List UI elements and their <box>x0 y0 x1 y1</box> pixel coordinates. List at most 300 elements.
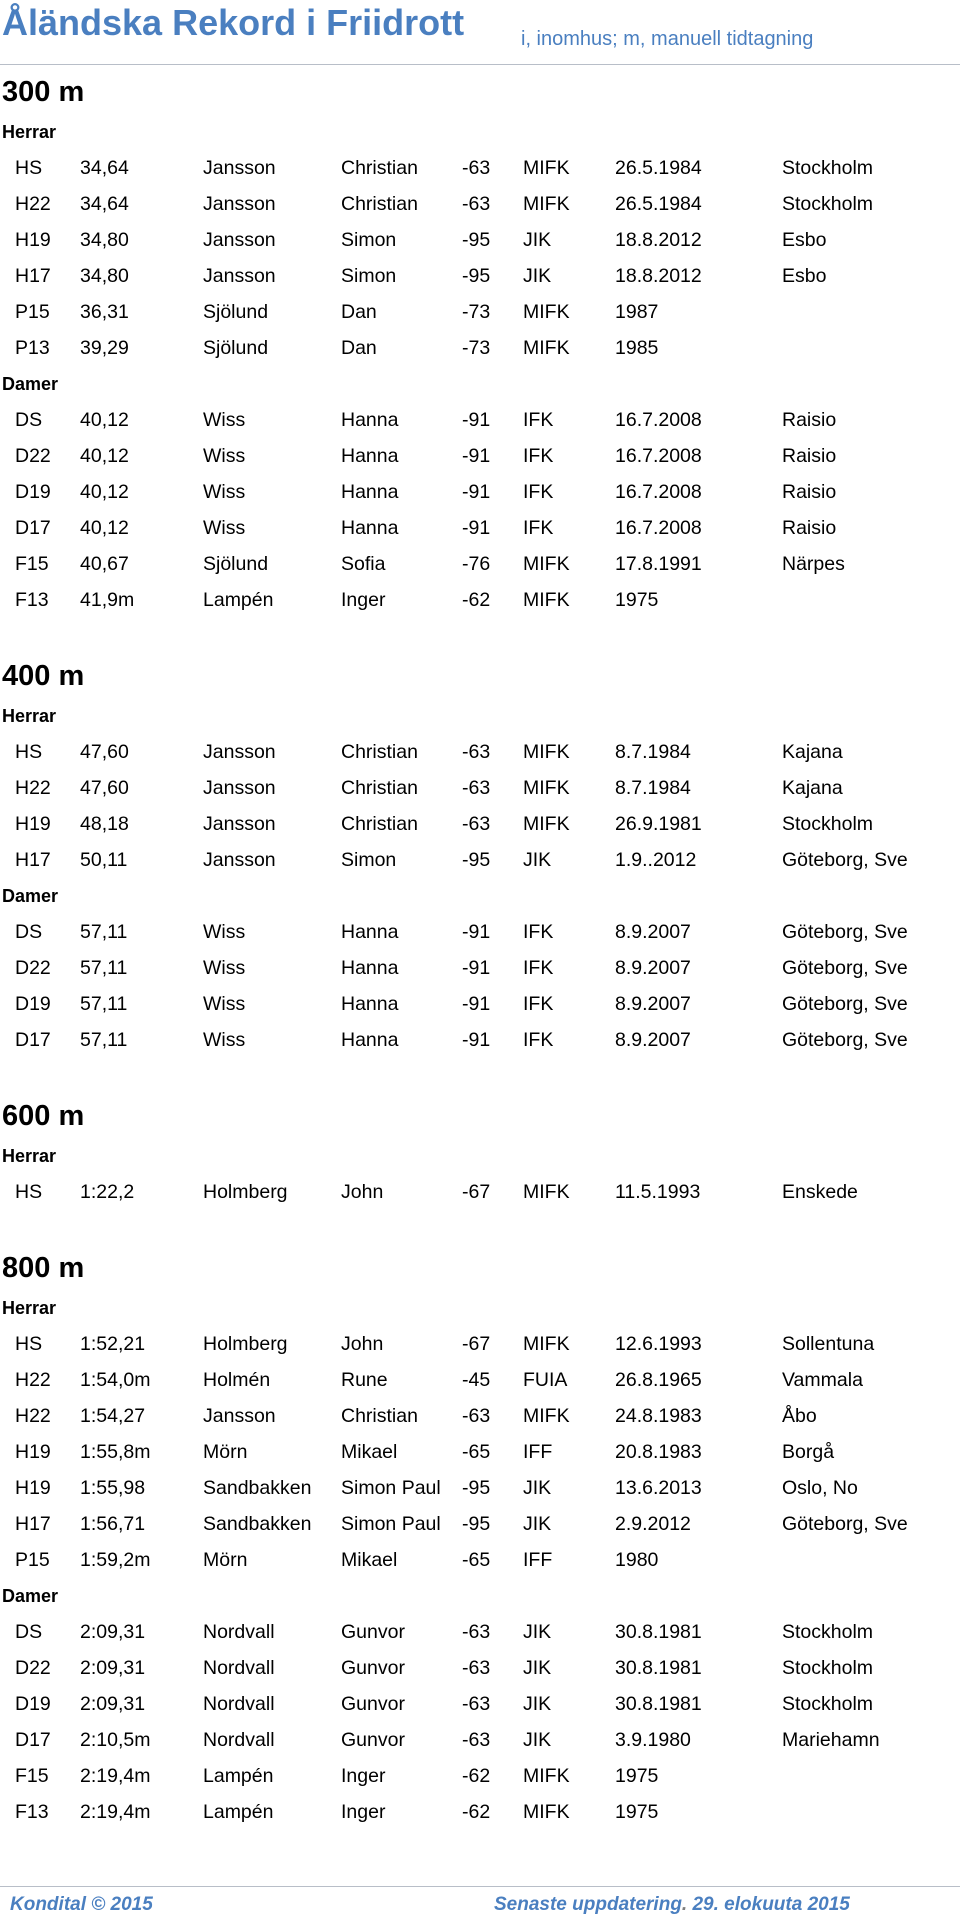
cell-class: HS <box>15 1333 43 1355</box>
cell-class: P15 <box>15 1549 50 1571</box>
cell-surname: Wiss <box>203 445 246 467</box>
cell-class: H19 <box>15 1477 51 1499</box>
cell-club: MIFK <box>523 337 570 359</box>
cell-club: IFK <box>523 517 554 539</box>
cell-class: H17 <box>15 849 51 871</box>
cell-class: D22 <box>15 445 51 467</box>
cell-date: 16.7.2008 <box>615 409 702 431</box>
cell-born: -63 <box>462 193 491 215</box>
cell-result: 57,11 <box>80 921 128 943</box>
cell-venue: Kajana <box>782 777 843 799</box>
cell-date: 8.9.2007 <box>615 993 691 1015</box>
record-row <box>0 186 960 222</box>
cell-date: 1980 <box>615 1549 659 1571</box>
cell-born: -67 <box>462 1333 491 1355</box>
cell-club: JIK <box>523 265 552 287</box>
cell-club: MIFK <box>523 1801 570 1823</box>
cell-result: 2:10,5m <box>80 1729 151 1751</box>
cell-firstname: Hanna <box>341 957 399 979</box>
event-title: 400 m <box>2 660 85 692</box>
cell-born: -91 <box>462 409 491 431</box>
cell-surname: Lampén <box>203 1801 274 1823</box>
record-row <box>0 258 960 294</box>
record-row <box>0 914 960 950</box>
cell-surname: Sjölund <box>203 553 269 575</box>
cell-class: D22 <box>15 1657 51 1679</box>
cell-firstname: Hanna <box>341 481 399 503</box>
group-label: Herrar <box>2 1146 57 1166</box>
cell-result: 34,80 <box>80 229 129 251</box>
cell-class: H19 <box>15 1441 51 1463</box>
cell-venue: Stockholm <box>782 813 874 835</box>
record-row <box>0 1326 960 1362</box>
cell-born: -95 <box>462 1513 491 1535</box>
cell-firstname: John <box>341 1181 384 1203</box>
cell-club: IFK <box>523 409 554 431</box>
cell-club: JIK <box>523 1657 552 1679</box>
cell-club: MIFK <box>523 157 570 179</box>
cell-class: D17 <box>15 1029 51 1051</box>
group-label: Herrar <box>2 1298 57 1318</box>
event-section <box>0 70 960 618</box>
cell-born: -95 <box>462 849 491 871</box>
record-row <box>0 1398 960 1434</box>
cell-born: -91 <box>462 517 491 539</box>
page-title: Åländska Rekord i Friidrott <box>2 2 465 43</box>
record-row <box>0 474 960 510</box>
cell-date: 1975 <box>615 1765 659 1787</box>
record-row <box>0 150 960 186</box>
cell-born: -63 <box>462 1405 491 1427</box>
cell-result: 40,12 <box>80 409 129 431</box>
cell-venue: Vammala <box>782 1369 863 1391</box>
cell-venue: Raisio <box>782 517 837 539</box>
cell-class: H22 <box>15 777 51 799</box>
cell-class: D19 <box>15 993 51 1015</box>
cell-club: IFK <box>523 921 554 943</box>
cell-born: -63 <box>462 1621 491 1643</box>
cell-firstname: Hanna <box>341 993 399 1015</box>
cell-venue: Borgå <box>782 1441 835 1463</box>
cell-venue: Raisio <box>782 481 837 503</box>
cell-surname: Wiss <box>203 993 246 1015</box>
cell-firstname: Simon Paul <box>341 1513 441 1535</box>
cell-club: IFK <box>523 445 554 467</box>
event-title: 300 m <box>2 76 85 108</box>
cell-club: IFF <box>523 1549 553 1571</box>
record-row <box>0 510 960 546</box>
cell-born: -62 <box>462 1801 491 1823</box>
page-footer <box>0 1886 960 1921</box>
cell-firstname: Dan <box>341 337 377 359</box>
event-section <box>0 1094 960 1210</box>
cell-result: 2:09,31 <box>80 1657 146 1679</box>
cell-born: -73 <box>462 301 491 323</box>
cell-firstname: Inger <box>341 1801 386 1823</box>
record-row <box>0 950 960 986</box>
cell-result: 34,64 <box>80 193 129 215</box>
cell-club: MIFK <box>523 1405 570 1427</box>
cell-club: IFF <box>523 1441 553 1463</box>
cell-firstname: Gunvor <box>341 1621 405 1643</box>
cell-born: -65 <box>462 1549 491 1571</box>
cell-result: 1:55,98 <box>80 1477 146 1499</box>
cell-club: MIFK <box>523 589 570 611</box>
cell-date: 1975 <box>615 589 659 611</box>
cell-result: 1:54,0m <box>80 1369 151 1391</box>
group-label: Damer <box>2 374 59 394</box>
cell-result: 34,80 <box>80 265 129 287</box>
cell-result: 1:54,27 <box>80 1405 146 1427</box>
record-row <box>0 438 960 474</box>
cell-venue: Närpes <box>782 553 845 575</box>
cell-firstname: Hanna <box>341 517 399 539</box>
record-row <box>0 1794 960 1830</box>
record-row <box>0 1470 960 1506</box>
cell-date: 26.9.1981 <box>615 813 702 835</box>
record-row <box>0 842 960 878</box>
cell-surname: Nordvall <box>203 1657 275 1679</box>
cell-result: 40,67 <box>80 553 129 575</box>
page-subtitle: i, inomhus; m, manuell tidtagning <box>521 28 814 50</box>
group-label: Herrar <box>2 122 57 142</box>
cell-result: 1:22,2 <box>80 1181 135 1203</box>
cell-result: 57,11 <box>80 993 128 1015</box>
cell-date: 30.8.1981 <box>615 1621 702 1643</box>
cell-class: HS <box>15 1181 43 1203</box>
cell-firstname: Hanna <box>341 921 399 943</box>
event-title: 600 m <box>2 1100 85 1132</box>
cell-class: H19 <box>15 229 51 251</box>
cell-surname: Jansson <box>203 157 276 179</box>
cell-club: IFK <box>523 481 554 503</box>
cell-date: 1985 <box>615 337 659 359</box>
cell-firstname: Hanna <box>341 409 399 431</box>
cell-surname: Mörn <box>203 1441 248 1463</box>
cell-result: 2:09,31 <box>80 1621 146 1643</box>
group-label: Damer <box>2 886 59 906</box>
cell-born: -63 <box>462 1657 491 1679</box>
cell-firstname: Christian <box>341 157 418 179</box>
cell-date: 16.7.2008 <box>615 517 702 539</box>
cell-venue: Stockholm <box>782 193 874 215</box>
record-row <box>0 1542 960 1578</box>
cell-date: 8.9.2007 <box>615 921 691 943</box>
cell-date: 13.6.2013 <box>615 1477 702 1499</box>
cell-firstname: Gunvor <box>341 1693 405 1715</box>
footer-copyright: Kondital © 2015 <box>10 1894 153 1915</box>
cell-club: JIK <box>523 1693 552 1715</box>
cell-venue: Raisio <box>782 445 837 467</box>
cell-date: 8.7.1984 <box>615 741 691 763</box>
cell-club: FUIA <box>523 1369 568 1391</box>
cell-surname: Wiss <box>203 957 246 979</box>
cell-club: IFK <box>523 957 554 979</box>
cell-surname: Jansson <box>203 229 276 251</box>
cell-firstname: Rune <box>341 1369 388 1391</box>
cell-club: MIFK <box>523 301 570 323</box>
cell-born: -91 <box>462 993 491 1015</box>
cell-venue: Stockholm <box>782 157 874 179</box>
cell-surname: Jansson <box>203 1405 276 1427</box>
record-row <box>0 222 960 258</box>
cell-venue: Esbo <box>782 229 827 251</box>
cell-born: -91 <box>462 445 491 467</box>
cell-firstname: Christian <box>341 741 418 763</box>
event-title: 800 m <box>2 1252 85 1284</box>
cell-date: 16.7.2008 <box>615 445 702 467</box>
cell-club: IFK <box>523 1029 554 1051</box>
cell-surname: Sjölund <box>203 337 269 359</box>
cell-result: 57,11 <box>80 957 128 979</box>
record-row <box>0 770 960 806</box>
cell-firstname: Simon <box>341 849 397 871</box>
cell-date: 20.8.1983 <box>615 1441 702 1463</box>
footer-updated-label: Senaste uppdatering <box>494 1894 682 1915</box>
cell-born: -76 <box>462 553 491 575</box>
cell-surname: Holmberg <box>203 1333 288 1355</box>
cell-class: D22 <box>15 957 51 979</box>
record-row <box>0 806 960 842</box>
record-row <box>0 1506 960 1542</box>
record-row <box>0 1722 960 1758</box>
cell-club: JIK <box>523 1621 552 1643</box>
event-section <box>0 1246 960 1830</box>
cell-club: JIK <box>523 849 552 871</box>
cell-class: HS <box>15 157 43 179</box>
cell-surname: Jansson <box>203 849 276 871</box>
cell-firstname: Gunvor <box>341 1729 405 1751</box>
cell-venue: Stockholm <box>782 1693 874 1715</box>
cell-date: 26.5.1984 <box>615 157 702 179</box>
cell-firstname: Mikael <box>341 1549 398 1571</box>
cell-club: JIK <box>523 1513 552 1535</box>
cell-firstname: Gunvor <box>341 1657 405 1679</box>
cell-venue: Göteborg, Sve <box>782 849 908 871</box>
cell-date: 16.7.2008 <box>615 481 702 503</box>
cell-class: HS <box>15 741 43 763</box>
cell-venue: Sollentuna <box>782 1333 875 1355</box>
cell-venue: Åbo <box>782 1405 817 1427</box>
cell-result: 1:52,21 <box>80 1333 146 1355</box>
footer-updated <box>494 1894 850 1916</box>
record-row <box>0 1022 960 1058</box>
cell-class: H17 <box>15 265 51 287</box>
cell-born: -45 <box>462 1369 491 1391</box>
cell-born: -63 <box>462 777 491 799</box>
cell-surname: Jansson <box>203 265 276 287</box>
cell-surname: Holmén <box>203 1369 271 1391</box>
cell-class: D19 <box>15 481 51 503</box>
cell-class: DS <box>15 1621 43 1643</box>
cell-class: H19 <box>15 813 51 835</box>
cell-venue: Mariehamn <box>782 1729 880 1751</box>
cell-firstname: Inger <box>341 589 386 611</box>
cell-venue: Oslo, No <box>782 1477 858 1499</box>
cell-class: P13 <box>15 337 50 359</box>
cell-venue: Stockholm <box>782 1657 874 1679</box>
cell-firstname: Christian <box>341 813 418 835</box>
cell-result: 2:09,31 <box>80 1693 146 1715</box>
group-label: Herrar <box>2 706 57 726</box>
cell-born: -63 <box>462 1693 491 1715</box>
record-row <box>0 1174 960 1210</box>
cell-result: 1:56,71 <box>80 1513 146 1535</box>
cell-result: 36,31 <box>80 301 129 323</box>
record-row <box>0 986 960 1022</box>
cell-surname: Wiss <box>203 481 246 503</box>
cell-venue: Kajana <box>782 741 843 763</box>
footer-separator: . <box>681 1894 688 1915</box>
footer-updated-date: 29. elokuuta 2015 <box>687 1894 850 1915</box>
cell-venue: Stockholm <box>782 1621 874 1643</box>
cell-surname: Wiss <box>203 517 246 539</box>
cell-result: 48,18 <box>80 813 129 835</box>
cell-club: MIFK <box>523 777 570 799</box>
cell-born: -63 <box>462 157 491 179</box>
cell-club: JIK <box>523 1729 552 1751</box>
record-row <box>0 1758 960 1794</box>
cell-date: 26.5.1984 <box>615 193 702 215</box>
cell-date: 12.6.1993 <box>615 1333 702 1355</box>
record-row <box>0 1434 960 1470</box>
cell-club: MIFK <box>523 553 570 575</box>
cell-firstname: Inger <box>341 1765 386 1787</box>
event-section <box>0 654 960 1058</box>
cell-class: D17 <box>15 517 51 539</box>
record-row <box>0 402 960 438</box>
cell-result: 47,60 <box>80 741 129 763</box>
cell-date: 3.9.1980 <box>615 1729 691 1751</box>
cell-firstname: John <box>341 1333 384 1355</box>
cell-firstname: Christian <box>341 777 418 799</box>
cell-class: DS <box>15 409 43 431</box>
cell-firstname: Christian <box>341 1405 418 1427</box>
cell-club: MIFK <box>523 1333 570 1355</box>
cell-result: 47,60 <box>80 777 129 799</box>
cell-club: MIFK <box>523 813 570 835</box>
cell-born: -62 <box>462 1765 491 1787</box>
cell-born: -95 <box>462 1477 491 1499</box>
cell-firstname: Simon Paul <box>341 1477 441 1499</box>
cell-surname: Nordvall <box>203 1693 275 1715</box>
cell-result: 41,9m <box>80 589 135 611</box>
cell-surname: Mörn <box>203 1549 248 1571</box>
cell-firstname: Sofia <box>341 553 386 575</box>
cell-class: H17 <box>15 1513 51 1535</box>
cell-date: 1.9..2012 <box>615 849 697 871</box>
cell-result: 40,12 <box>80 445 129 467</box>
cell-venue: Göteborg, Sve <box>782 1513 908 1535</box>
cell-class: DS <box>15 921 43 943</box>
cell-class: D17 <box>15 1729 51 1751</box>
cell-born: -73 <box>462 337 491 359</box>
cell-venue: Esbo <box>782 265 827 287</box>
cell-club: MIFK <box>523 741 570 763</box>
cell-surname: Sjölund <box>203 301 269 323</box>
cell-result: 40,12 <box>80 481 129 503</box>
cell-surname: Lampén <box>203 589 274 611</box>
cell-club: IFK <box>523 993 554 1015</box>
cell-firstname: Mikael <box>341 1441 398 1463</box>
cell-class: F13 <box>15 1801 49 1823</box>
cell-date: 11.5.1993 <box>615 1181 701 1203</box>
record-row <box>0 330 960 366</box>
record-row <box>0 1686 960 1722</box>
cell-class: P15 <box>15 301 50 323</box>
cell-date: 18.8.2012 <box>615 265 702 287</box>
cell-venue: Enskede <box>782 1181 858 1203</box>
record-row <box>0 734 960 770</box>
cell-surname: Nordvall <box>203 1621 275 1643</box>
cell-date: 30.8.1981 <box>615 1657 702 1679</box>
cell-surname: Lampén <box>203 1765 274 1787</box>
cell-class: F15 <box>15 553 49 575</box>
cell-date: 8.9.2007 <box>615 1029 691 1051</box>
record-row <box>0 294 960 330</box>
cell-firstname: Dan <box>341 301 377 323</box>
records-content <box>0 70 960 1830</box>
cell-surname: Jansson <box>203 813 276 835</box>
cell-surname: Wiss <box>203 921 246 943</box>
cell-result: 1:55,8m <box>80 1441 151 1463</box>
cell-surname: Nordvall <box>203 1729 275 1751</box>
cell-class: F13 <box>15 589 49 611</box>
cell-result: 57,11 <box>80 1029 128 1051</box>
record-row <box>0 546 960 582</box>
cell-surname: Jansson <box>203 741 276 763</box>
cell-firstname: Hanna <box>341 1029 399 1051</box>
cell-venue: Göteborg, Sve <box>782 993 908 1015</box>
cell-venue: Raisio <box>782 409 837 431</box>
cell-born: -63 <box>462 813 491 835</box>
record-row <box>0 1614 960 1650</box>
cell-born: -91 <box>462 481 491 503</box>
cell-date: 2.9.2012 <box>615 1513 691 1535</box>
cell-surname: Sandbakken <box>203 1477 312 1499</box>
cell-result: 1:59,2m <box>80 1549 151 1571</box>
cell-club: JIK <box>523 1477 552 1499</box>
cell-born: -62 <box>462 589 491 611</box>
cell-result: 2:19,4m <box>80 1765 151 1787</box>
cell-date: 8.9.2007 <box>615 957 691 979</box>
cell-born: -91 <box>462 1029 491 1051</box>
cell-class: F15 <box>15 1765 49 1787</box>
cell-surname: Sandbakken <box>203 1513 312 1535</box>
cell-result: 40,12 <box>80 517 129 539</box>
cell-date: 8.7.1984 <box>615 777 691 799</box>
cell-club: MIFK <box>523 1765 570 1787</box>
cell-date: 1987 <box>615 301 659 323</box>
cell-result: 50,11 <box>80 849 128 871</box>
cell-surname: Jansson <box>203 777 276 799</box>
cell-firstname: Hanna <box>341 445 399 467</box>
cell-result: 2:19,4m <box>80 1801 151 1823</box>
cell-class: H22 <box>15 193 51 215</box>
cell-firstname: Simon <box>341 229 397 251</box>
cell-class: D19 <box>15 1693 51 1715</box>
cell-date: 1975 <box>615 1801 659 1823</box>
cell-born: -65 <box>462 1441 491 1463</box>
cell-club: MIFK <box>523 1181 570 1203</box>
group-label: Damer <box>2 1586 59 1606</box>
cell-class: H22 <box>15 1405 51 1427</box>
cell-born: -91 <box>462 957 491 979</box>
record-row <box>0 1362 960 1398</box>
cell-surname: Wiss <box>203 409 246 431</box>
cell-venue: Göteborg, Sve <box>782 1029 908 1051</box>
cell-born: -95 <box>462 265 491 287</box>
